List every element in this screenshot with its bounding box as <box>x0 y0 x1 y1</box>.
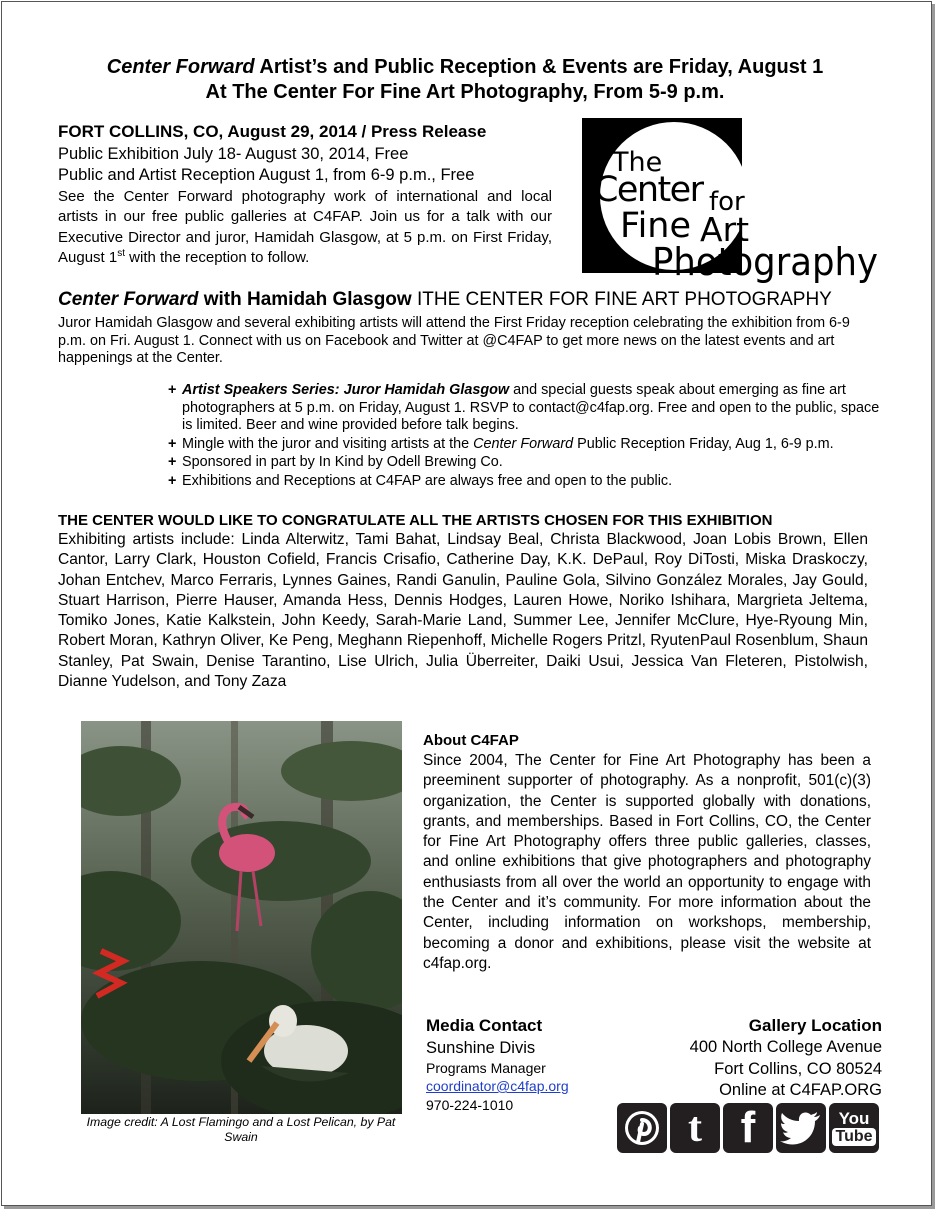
social-links <box>617 1103 879 1153</box>
logo-for: for <box>709 187 745 217</box>
logo-the: The <box>612 147 663 178</box>
svg-text:Center <box>594 170 705 210</box>
contact-role: Programs Manager <box>426 1060 546 1076</box>
about-heading: About C4FAP <box>423 732 519 749</box>
tumblr-icon[interactable]: t <box>670 1103 720 1153</box>
juror-paragraph: Juror Hamidah Glasgow and several exhibiting artists will attend the First Friday reception celebrating the exhibition from 6-9 p.m. on Fri. August 1. Connect with us on Facebook and Twitter at @C4FAP to get more news on the latest events and art happenings at the Center. <box>58 315 850 367</box>
logo-photography: Photography <box>652 240 878 284</box>
gallery-website: Online at C4FAP.ORG <box>719 1081 882 1099</box>
congrats-heading: THE CENTER WOULD LIKE TO CONGRATULATE ALL THE ARTISTS CHOSEN FOR THIS EXHIBITION <box>58 512 773 529</box>
logo-art: Art <box>700 210 750 249</box>
media-contact-heading: Media Contact <box>426 1016 543 1035</box>
facebook-icon[interactable]: f <box>723 1103 773 1153</box>
list-item: + Sponsored in part by In Kind by Odell Brewing Co. <box>168 454 503 471</box>
logo-fine: Fine <box>620 206 692 246</box>
section-heading: Center Forward with Hamidah Glasgow ITHE CENTER FOR FINE ART PHOTOGRAPHY <box>58 289 832 310</box>
list-item: + Exhibitions and Receptions at C4FAP are always free and open to the public. <box>168 472 673 489</box>
c4fap-logo <box>582 118 882 286</box>
title-line2: At The Center For Fine Art Photography, From 5-9 p.m. <box>205 81 725 103</box>
gallery-address-line1: 400 North College Avenue <box>689 1038 882 1056</box>
exhibition-dates: Public Exhibition July 18- August 30, 2014, Free <box>58 145 409 163</box>
image-caption: Image credit: A Lost Flamingo and a Lost Pelican, by Pat Swain <box>86 1115 396 1144</box>
title-em: Center Forward <box>106 56 255 78</box>
title-line1: Artist’s and Public Reception & Events are Friday, August 1 <box>254 56 824 78</box>
logo-center: Center <box>594 170 704 210</box>
list-item: + Artist Speakers Series: Juror Hamidah Glasgow and special guests speak about emerging as fine art photographers at 5 p.m. on Friday, August 1. RSVP to contact@c4fap.org. Free and open to the public, space is limited. Beer and wine provided before talk begins. <box>168 382 880 434</box>
gallery-address-line2: Fort Collins, CO 80524 <box>714 1060 882 1078</box>
pinterest-icon[interactable] <box>617 1103 667 1153</box>
contact-phone: 970-224-1010 <box>426 1097 514 1113</box>
intro-paragraph: See the Center Forward photography work of international and local artists in our free public galleries at C4FAP. Join us for a talk with our Executive Director and juror, Hamidah Glasgow, at 5 p.m. on First Friday, August 1st with the reception to follow. <box>58 188 552 266</box>
list-item: + Mingle with the juror and visiting artists at the Center Forward Public Reception Friday, Aug 1, 6-9 p.m. <box>168 435 834 452</box>
flamingo-pelican-photo <box>81 721 402 1114</box>
page-title <box>40 55 890 105</box>
twitter-icon[interactable] <box>776 1103 826 1153</box>
about-paragraph: Since 2004, The Center for Fine Art Photography has been a preeminent supporter of photography. As a nonprofit, 501(c)(3) organization, the Center is supported globally with donations, grants, and memberships. Based in Fort Collins, CO, the Center for Fine Art Photography offers three public galleries, classes, and online exhibitions that give photographers and photography enthusiasts from all over the world an opportunity to engage with the Center and it’s community. For more information about the Center, including information on workshops, membership, becoming a donor and exhibitions, please visit the website at c4fap.org. <box>423 752 871 972</box>
contact-email-link[interactable]: coordinator@c4fap.org <box>426 1078 569 1094</box>
youtube-icon[interactable]: You Tube <box>829 1103 879 1153</box>
gallery-heading: Gallery Location <box>748 1016 882 1035</box>
contact-name: Sunshine Divis <box>426 1039 536 1057</box>
reception-dates: Public and Artist Reception August 1, from 6-9 p.m., Free <box>58 166 475 184</box>
event-list <box>168 382 888 492</box>
dateline: FORT COLLINS, CO, August 29, 2014 / Press Release <box>58 122 487 141</box>
artist-list: Exhibiting artists include: Linda Alterwitz, Tami Bahat, Lindsay Beal, Christa Blackwood, Joan Lobis Brown, Ellen Cantor, Larry Clark, Houston Cofield, Francis Crisafio, Catherine Day, K.K. DePaul, Roy DiTosti, Miska Draskoczy, Johan Entchev, Marco Ferraris, Lynnes Gaines, Randi Ganulin, Pauline Gola, Silvino González Morales, Jay Gould, Stuart Harrison, Pierre Hauser, Amanda Hess, Dennis Hodges, Lauren Howe, Noriko Ishihara, Margrieta Jeltema, Tomiko Jones, Katie Kalkstein, John Keedy, Sarah-Marie Land, Summer Lee, Jennifer McClure, Hye-Ryoung Min, Robert Moran, Kathryn Oliver, Ke Peng, Meghann Riepenhoff, Michelle Rogers Pritzl, RyutenPaul Rosenblum, Shaun Stanley, Pat Swain, Denise Tarantino, Lise Ulrich, Julia Überreiter, Daiki Usui, Jessica Van Fleteren, Pistolwish, Dianne Yudelson, and Tony Zaza <box>58 531 868 691</box>
